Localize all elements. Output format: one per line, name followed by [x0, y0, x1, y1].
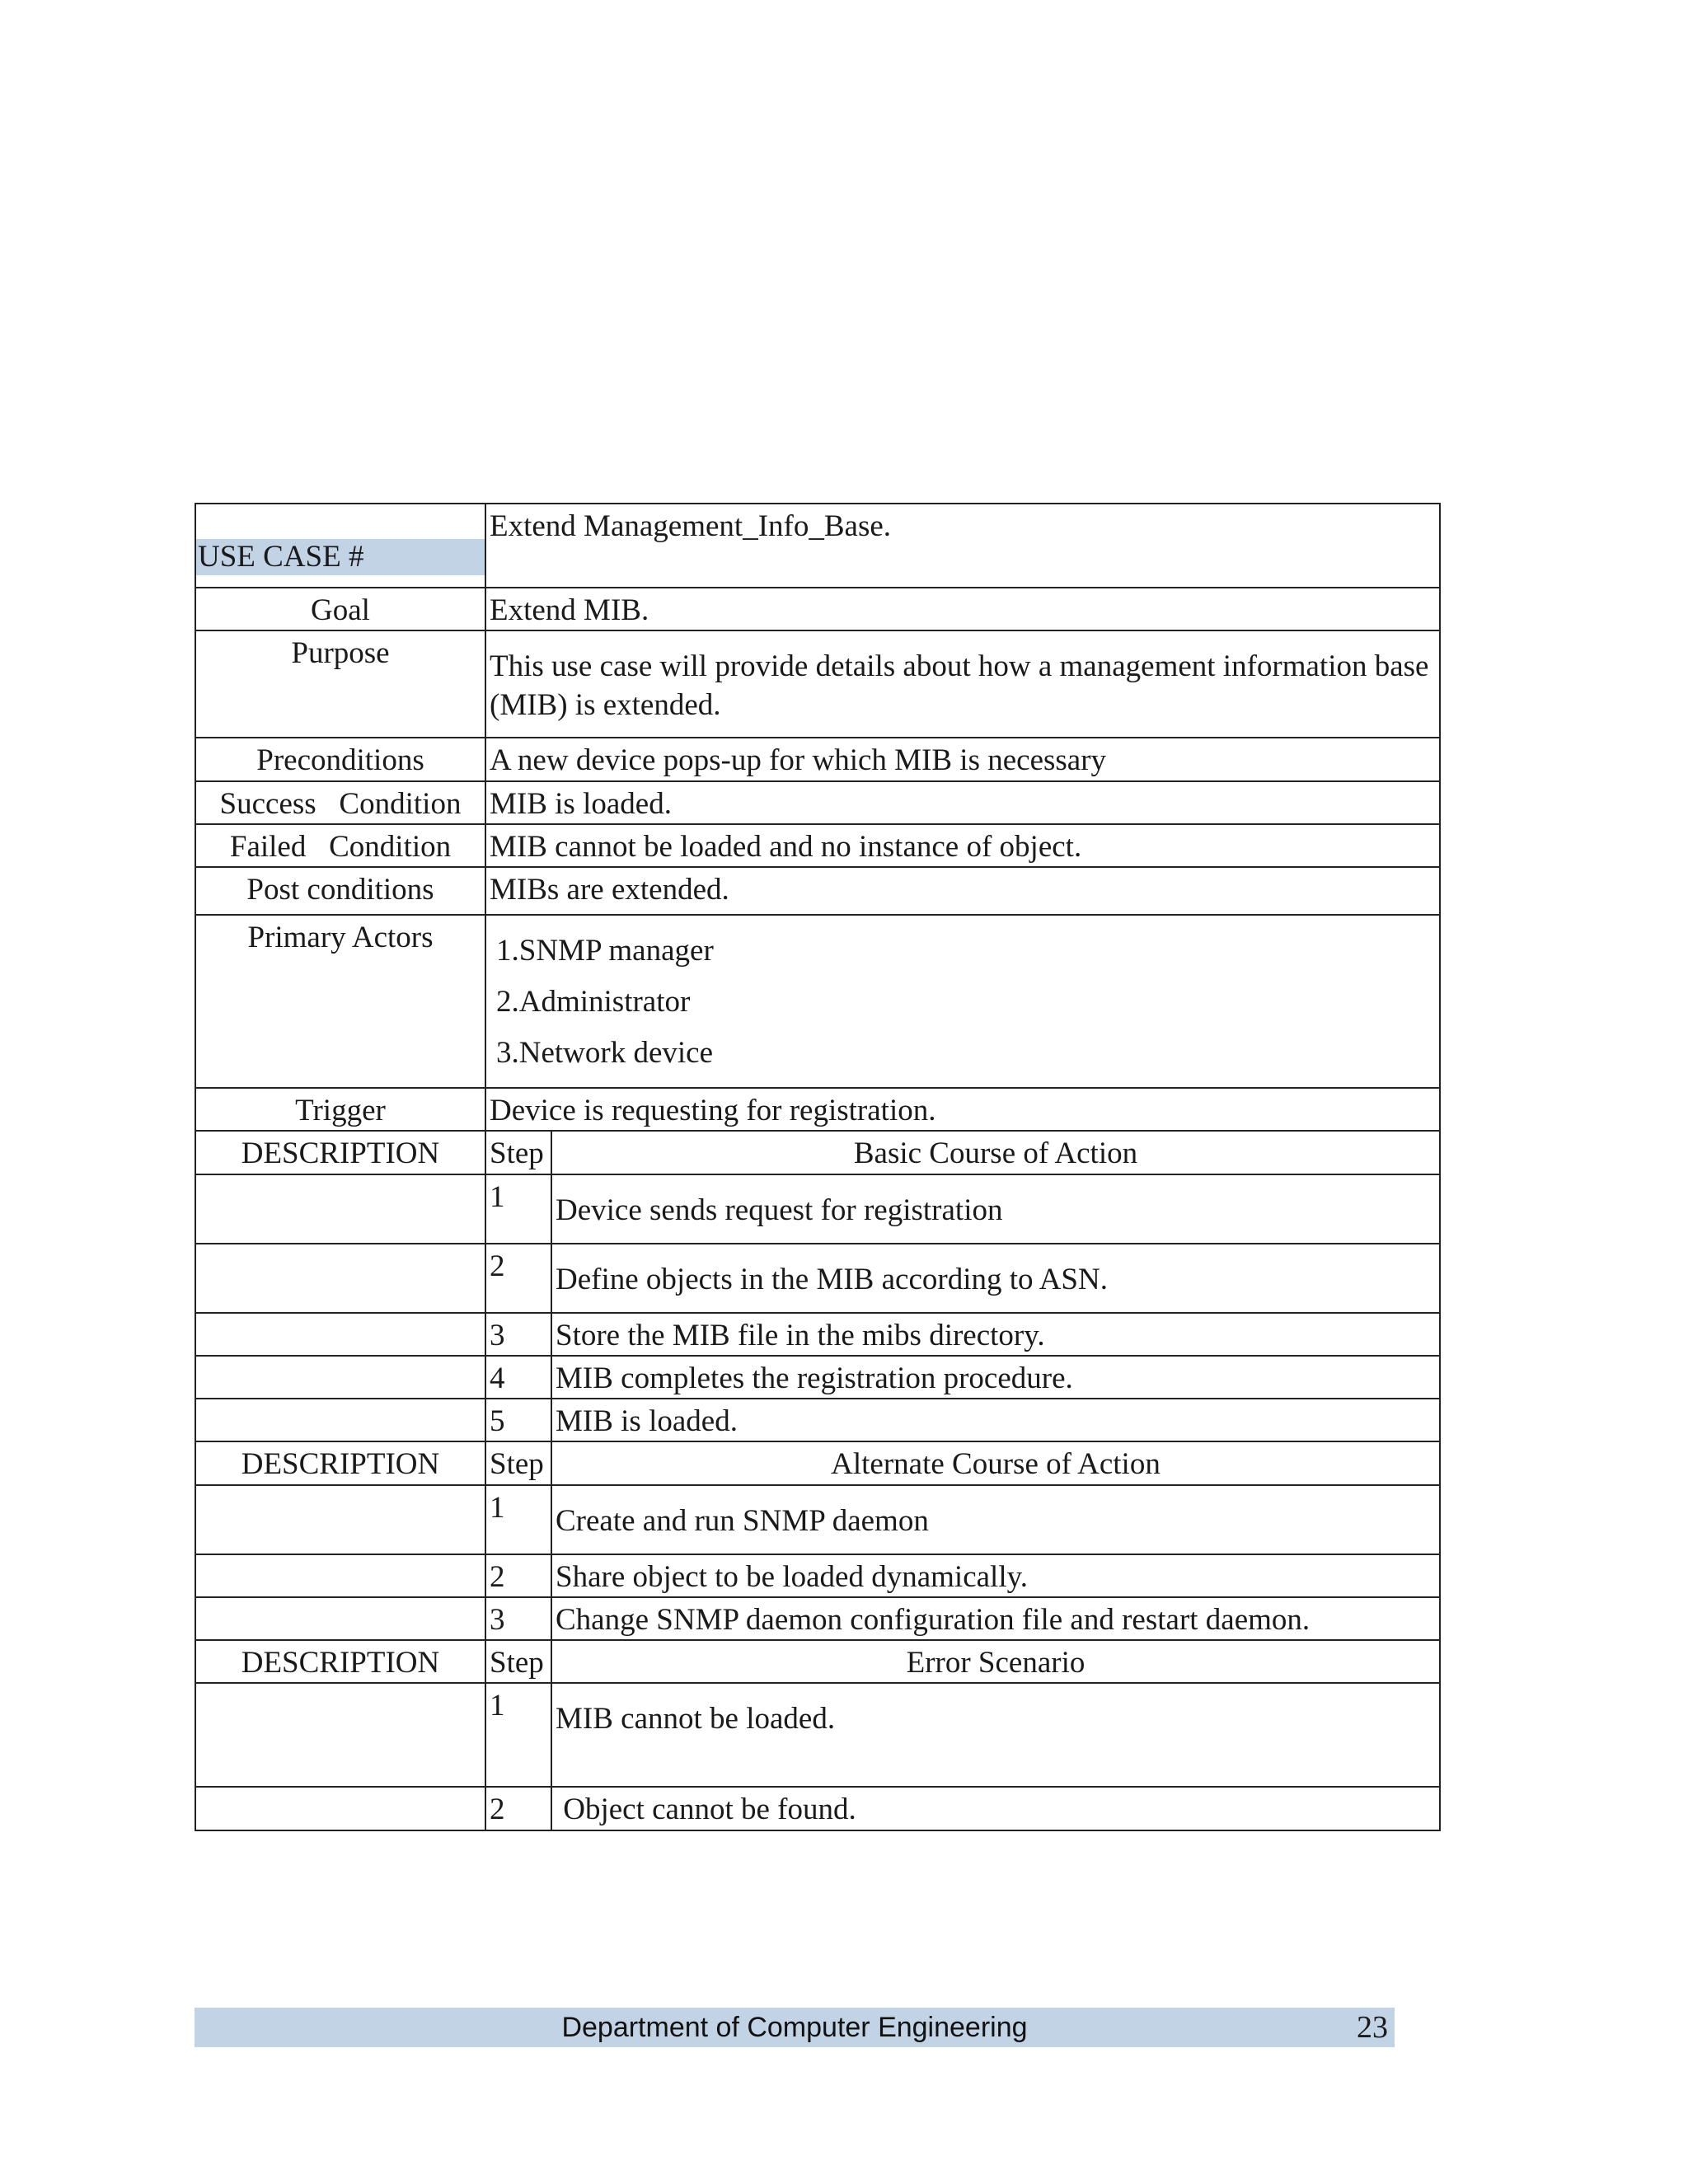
- step-number: 1: [485, 1683, 551, 1787]
- step-text: MIB is loaded.: [551, 1399, 1440, 1441]
- step-text: Share object to be loaded dynamically.: [551, 1554, 1440, 1597]
- use-case-table: [195, 503, 1441, 1831]
- actor-item: 3.Network device: [496, 1036, 714, 1070]
- error-scenario-heading: Error Scenario: [551, 1640, 1440, 1683]
- table-row: [195, 1174, 1440, 1244]
- post-conditions-row: [195, 867, 1440, 915]
- preconditions-value: A new device pops-up for which MIB is necessary: [485, 738, 1440, 780]
- step-number: 4: [485, 1356, 551, 1399]
- failed-value: MIB cannot be loaded and no instance of object.: [485, 824, 1440, 867]
- department-name: Department of Computer Engineering: [561, 2012, 1028, 2043]
- primary-actors-value: [485, 915, 1440, 1088]
- step-text: Store the MIB file in the mibs directory.: [551, 1313, 1440, 1356]
- page-number: 23: [1357, 2010, 1388, 2045]
- alternate-course-heading: Alternate Course of Action: [551, 1441, 1440, 1484]
- goal-value: Extend MIB.: [485, 588, 1440, 630]
- basic-header-row: [195, 1131, 1440, 1174]
- step-text: Define objects in the MIB according to ASN.: [551, 1244, 1440, 1313]
- step-number: 1: [485, 1174, 551, 1244]
- step-text: Create and run SNMP daemon: [551, 1485, 1440, 1554]
- table-row: [195, 1683, 1440, 1787]
- step-text: Change SNMP daemon configuration file and restart daemon.: [551, 1597, 1440, 1640]
- step-number: 2: [485, 1244, 551, 1313]
- description-label: DESCRIPTION: [195, 1131, 485, 1174]
- purpose-row: [195, 630, 1440, 738]
- success-value: MIB is loaded.: [485, 781, 1440, 824]
- actor-item: 1.SNMP manager: [496, 934, 714, 968]
- step-text: Object cannot be found.: [551, 1787, 1440, 1830]
- step-text: MIB completes the registration procedure.: [551, 1356, 1440, 1399]
- post-conditions-label: Post conditions: [195, 867, 485, 915]
- page-footer: [195, 2008, 1395, 2047]
- step-number: 2: [485, 1554, 551, 1597]
- step-header: Step: [485, 1131, 551, 1174]
- step-number: 1: [485, 1485, 551, 1554]
- primary-actors-row: [195, 915, 1440, 1088]
- table-row: [195, 1597, 1440, 1640]
- primary-actors-label: Primary Actors: [195, 915, 485, 1088]
- actor-item: 2.Administrator: [496, 985, 691, 1019]
- trigger-value: Device is requesting for registration.: [485, 1088, 1440, 1131]
- goal-row: [195, 588, 1440, 630]
- table-row: [195, 1485, 1440, 1554]
- preconditions-row: [195, 738, 1440, 780]
- table-row: [195, 1356, 1440, 1399]
- error-header-row: [195, 1640, 1440, 1683]
- preconditions-label: Preconditions: [195, 738, 485, 780]
- basic-course-heading: Basic Course of Action: [551, 1131, 1440, 1174]
- success-label: Success Condition: [195, 781, 485, 824]
- failed-label: Failed Condition: [195, 824, 485, 867]
- purpose-value: This use case will provide details about how a management information base (MIB) is extended.: [485, 630, 1440, 738]
- step-text: MIB cannot be loaded.: [551, 1683, 1440, 1787]
- table-row: [195, 1244, 1440, 1313]
- step-number: 2: [485, 1787, 551, 1830]
- step-header: Step: [485, 1441, 551, 1484]
- table-row: [195, 1787, 1440, 1830]
- table-row: [195, 1399, 1440, 1441]
- step-text: Device sends request for registration: [551, 1174, 1440, 1244]
- description-label: DESCRIPTION: [195, 1640, 485, 1683]
- trigger-label: Trigger: [195, 1088, 485, 1131]
- failed-row: [195, 824, 1440, 867]
- post-conditions-value: MIBs are extended.: [485, 867, 1440, 915]
- use-case-label: USE CASE #: [198, 540, 364, 574]
- table-row: [195, 1554, 1440, 1597]
- step-header: Step: [485, 1640, 551, 1683]
- step-number: 3: [485, 1313, 551, 1356]
- use-case-title: Extend Management_Info_Base.: [485, 504, 1440, 588]
- step-number: 5: [485, 1399, 551, 1441]
- goal-label: Goal: [195, 588, 485, 630]
- step-number: 3: [485, 1597, 551, 1640]
- success-row: [195, 781, 1440, 824]
- use-case-row: [195, 504, 1440, 588]
- use-case-label-cell: [195, 504, 485, 588]
- trigger-row: [195, 1088, 1440, 1131]
- description-label: DESCRIPTION: [195, 1441, 485, 1484]
- alternate-header-row: [195, 1441, 1440, 1484]
- purpose-label: Purpose: [195, 630, 485, 738]
- table-row: [195, 1313, 1440, 1356]
